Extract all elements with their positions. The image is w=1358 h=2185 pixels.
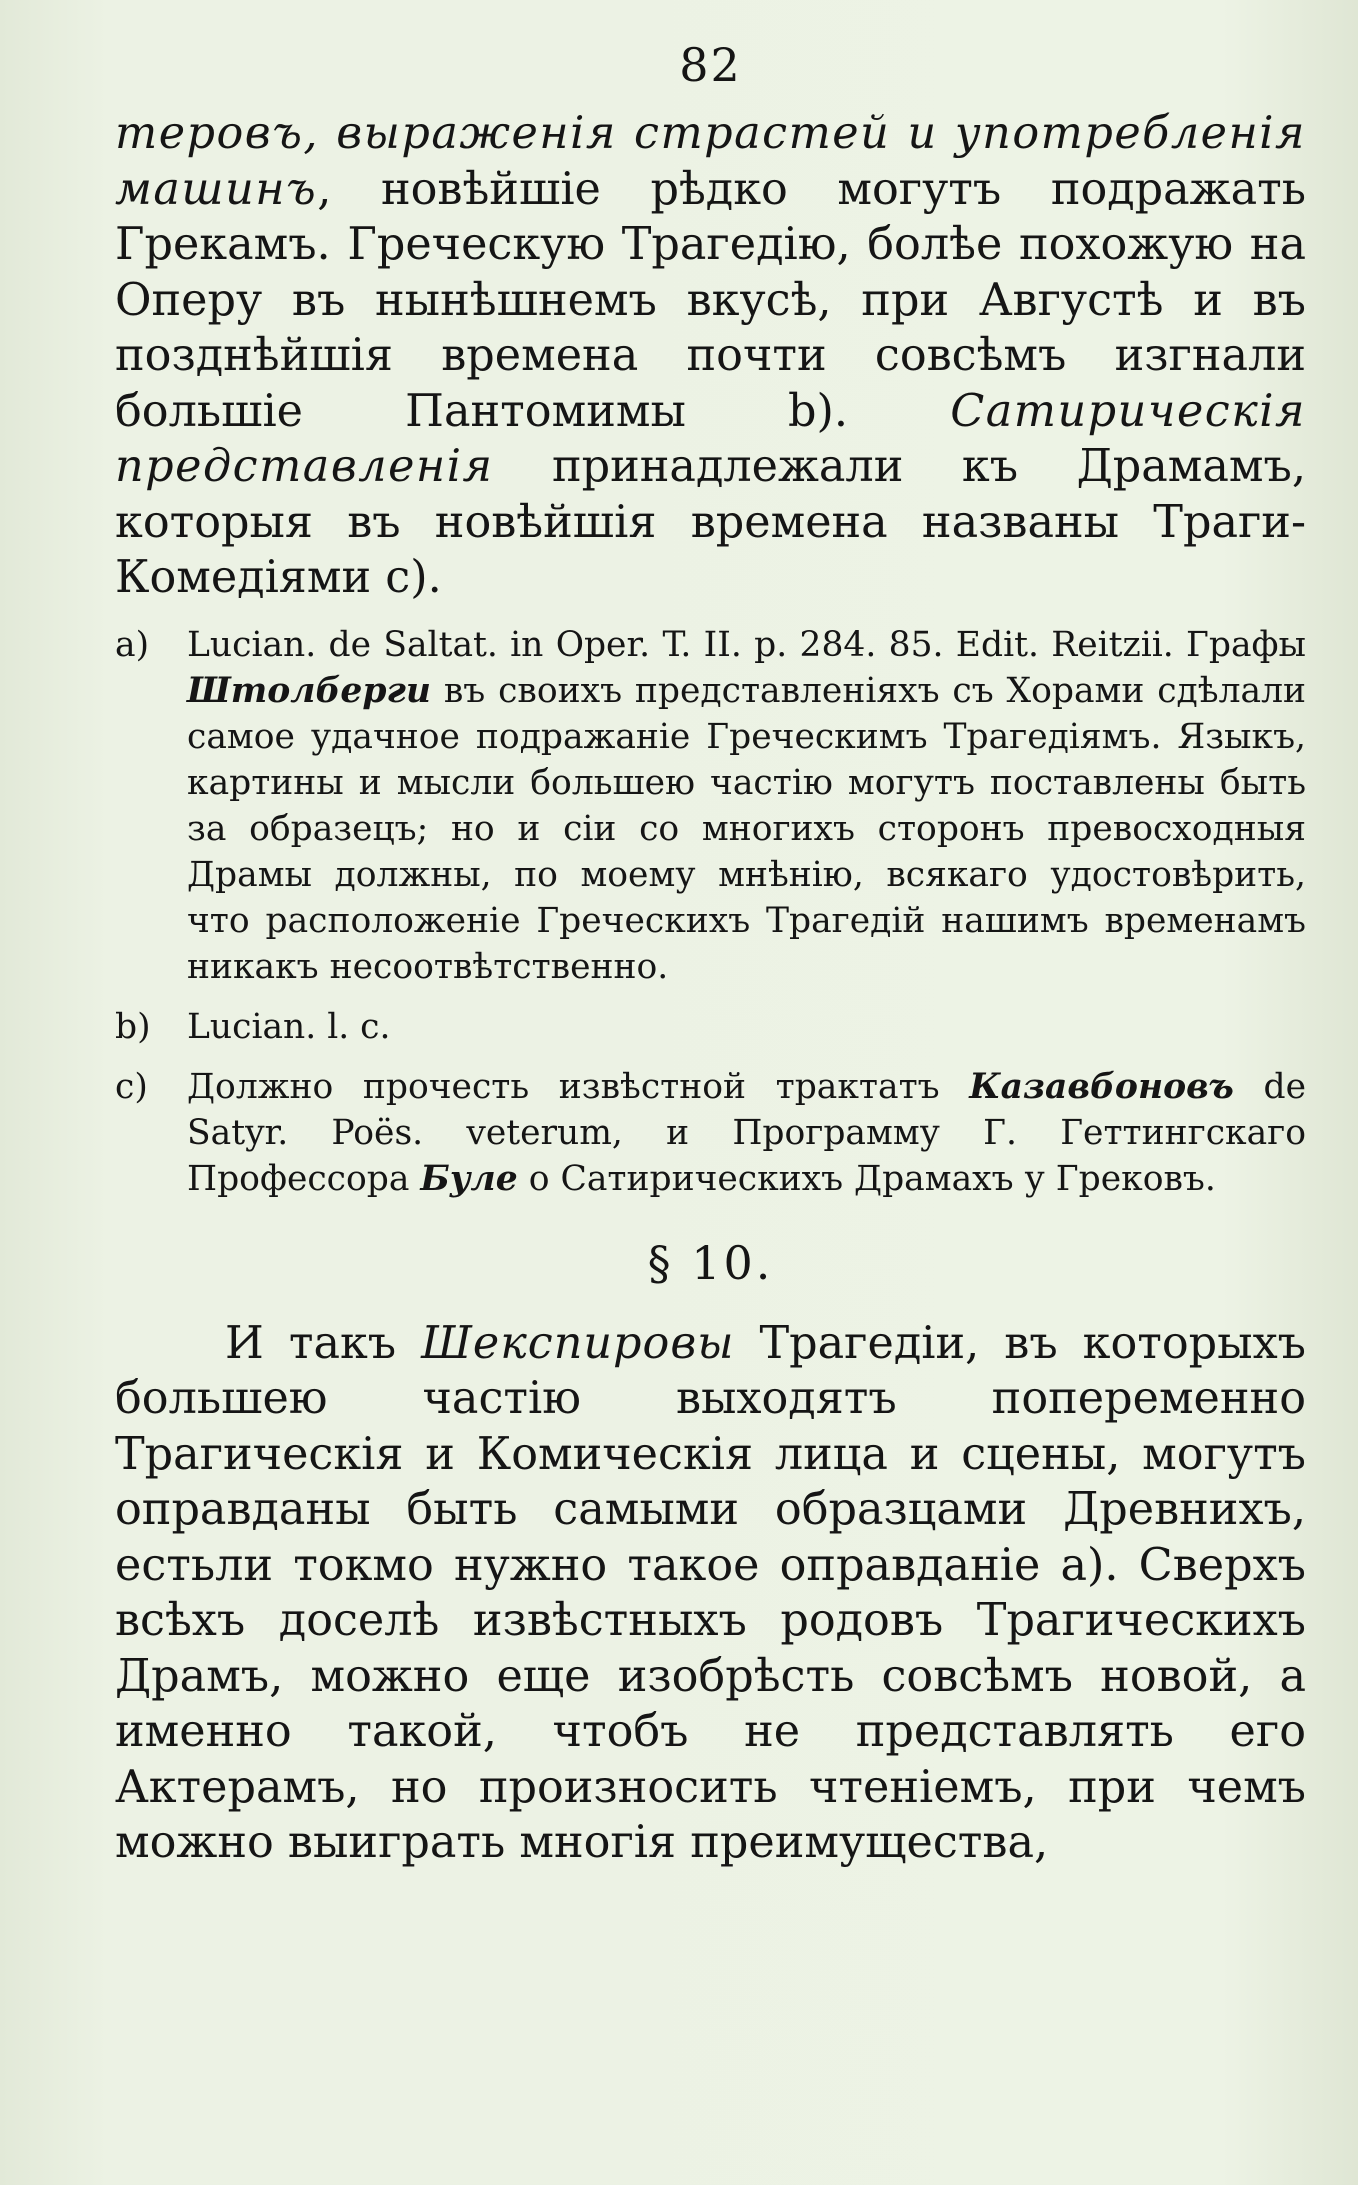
- page-number: 82: [679, 38, 742, 92]
- footnote-c: [115, 1064, 1306, 1202]
- footnote-mark: b): [115, 1006, 151, 1047]
- footnote-text: Должно прочесть извѣстной трактатъ: [187, 1066, 970, 1107]
- footnote-emphasis: Штолберги: [187, 670, 431, 711]
- footnote-emphasis: Буле: [420, 1158, 518, 1199]
- footnote-text: Lucian. de Saltat. in Oper. T. II. p. 284. 85. Edit. Reitzii. Графы: [187, 624, 1306, 665]
- footnote-text: Lucian. l. c.: [187, 1006, 391, 1047]
- footnote-a: [115, 622, 1306, 990]
- paragraph-text: И такъ: [225, 1317, 422, 1369]
- paragraph-text: , новѣйшіе рѣдко могутъ подражать Грекамъ. Греческую Трагедію, болѣе похожую на Оперу въ нынѣшнемъ вкусѣ, при Августѣ и въ позднѣйшія времена почти совсѣмъ изгнали большіе Пантомимы b).: [115, 163, 1306, 437]
- italic-phrase: Сатирическія представленія: [115, 385, 1306, 492]
- paragraph-main: [115, 106, 1306, 606]
- paragraph-text: Трагедіи, въ которыхъ большею частію выходятъ попеременно Трагическія и Комическія лица и сцены, могутъ оправданы быть самыми образцами Древнихъ, естьли токмо нужно такое оправданіе a). Сверхъ всѣхъ доселѣ извѣстныхъ родовъ Трагическихъ Драмъ, можно еще изобрѣсть совсѣмъ новой, а именно такой, чтобъ не представлять его Актерамъ, но произносить чтеніемъ, при чемъ можно выиграть многія преимущества,: [115, 1317, 1306, 1868]
- footnote-text: въ своихъ представленіяхъ съ Хорами сдѣлали самое удачное подражаніе Греческимъ Трагедіямъ. Языкъ, картины и мысли большею частію могутъ поставлены быть за образецъ; но и сіи со многихъ сторонъ превосходныя Драмы должны, по моему мнѣнію, всякаго удостовѣрить, что расположеніе Греческихъ Трагедій нашимъ временамъ никакъ несоотвѣтственно.: [187, 670, 1306, 987]
- section-heading: § 10.: [647, 1235, 774, 1290]
- italic-phrase: Шекспировы: [421, 1317, 735, 1369]
- footnotes: [115, 622, 1306, 1202]
- footnote-text: de Satyr. Poës. veterum, и Программу Г. Геттингскаго Профессора: [187, 1066, 1306, 1199]
- footnote-mark: c): [115, 1066, 148, 1107]
- footnote-mark: a): [115, 624, 150, 665]
- paragraph-section: [115, 1316, 1306, 1871]
- paragraph-text: принадлежали къ Драмамъ, которыя въ новѣйшія времена названы Траги-Комедіями c).: [115, 441, 1306, 603]
- italic-phrase: теровъ, выраженія страстей и употребленія машинъ: [115, 108, 1306, 215]
- footnote-emphasis: Казавбоновъ: [969, 1066, 1234, 1107]
- footnote-text: о Сатирическихъ Драмахъ у Грековъ.: [517, 1158, 1216, 1199]
- footnote-b: [115, 1004, 1306, 1050]
